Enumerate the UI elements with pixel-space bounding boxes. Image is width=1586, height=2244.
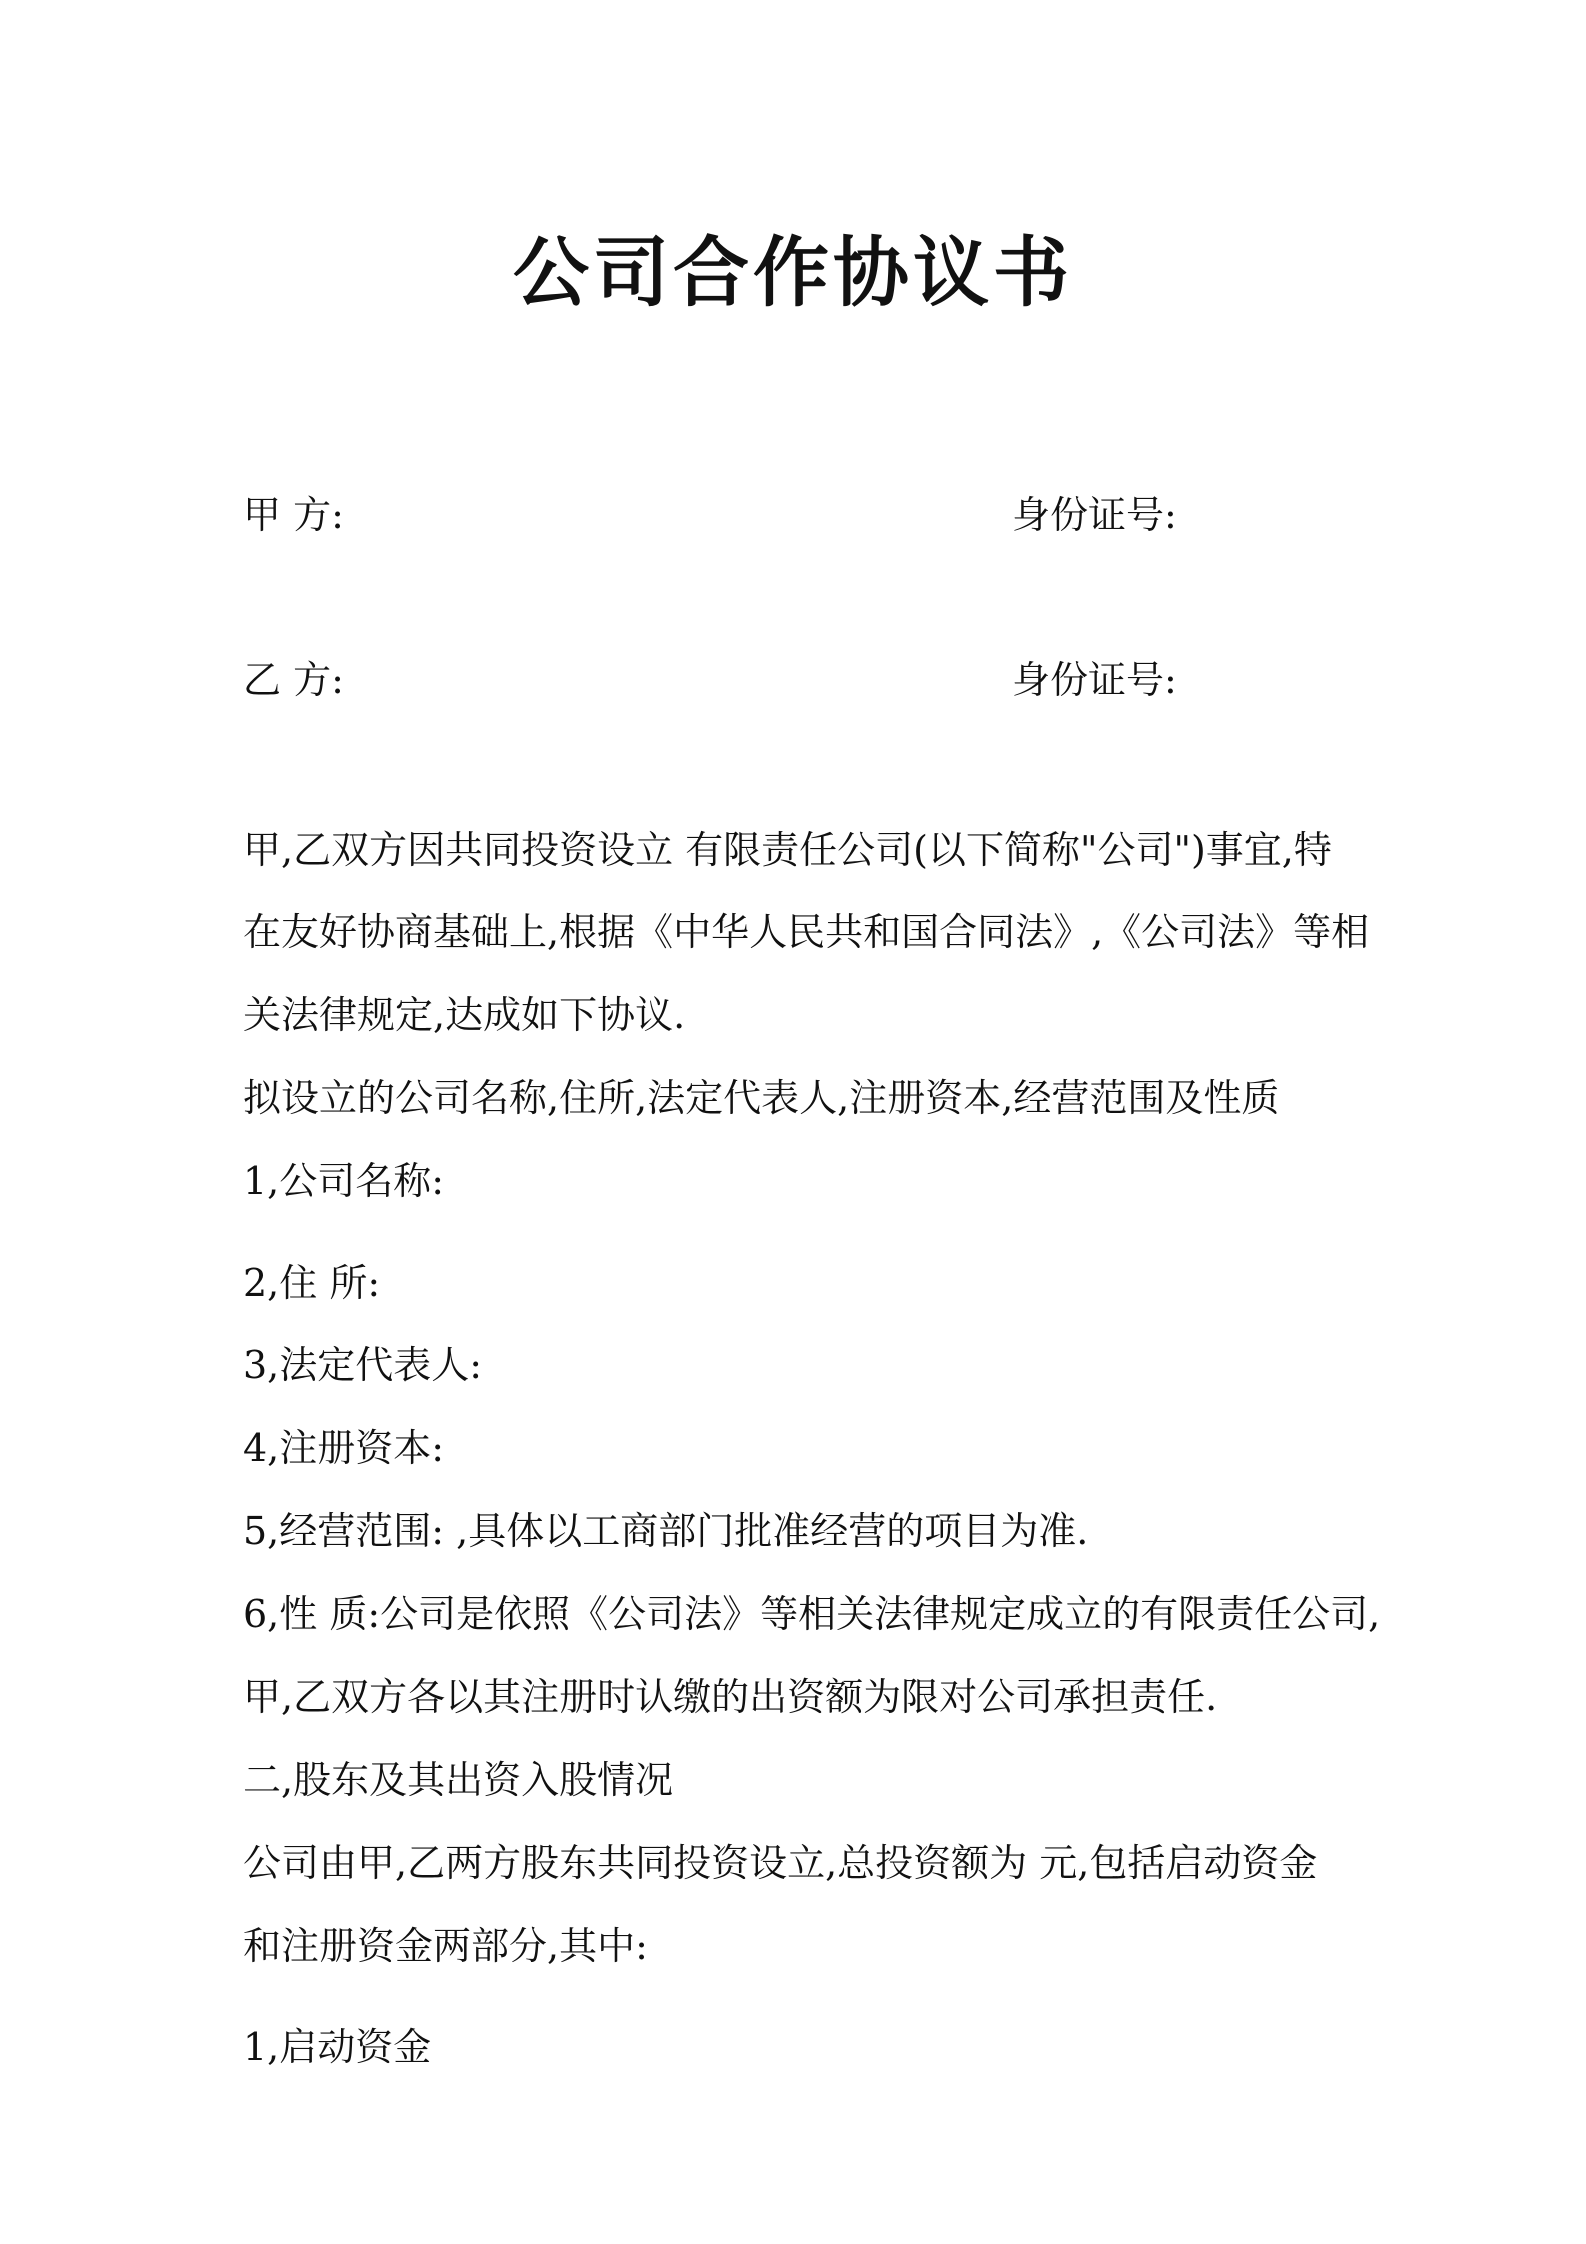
party-b-label: 乙 方: [243,658,344,702]
body-line-9: 5,经营范围: ,具体以工商部门批准经营的项目为准. [243,1509,1089,1553]
party-a-id-label: 身份证号: [1012,493,1177,537]
body-line-5: 1,公司名称: [243,1159,445,1203]
document-title: 公司合作协议书 [513,228,1073,317]
body-line-7: 3,法定代表人: [243,1343,483,1387]
body-line-8: 4,注册资本: [243,1426,445,1470]
body-line-2: 在友好协商基础上,根据《中华人民共和国合同法》,《公司法》等相 [243,910,1370,954]
body-line-11: 甲,乙双方各以其注册时认缴的出资额为限对公司承担责任. [243,1675,1218,1719]
body-line-15: 1,启动资金 [243,2025,432,2069]
body-line-4: 拟设立的公司名称,住所,法定代表人,注册资本,经营范围及性质 [243,1076,1280,1120]
body-line-6: 2,住 所: [243,1261,381,1305]
body-line-14: 和注册资金两部分,其中: [243,1924,648,1968]
party-b-id-label: 身份证号: [1012,658,1177,702]
body-line-10: 6,性 质:公司是依照《公司法》等相关法律规定成立的有限责任公司, [243,1592,1381,1636]
party-a-label: 甲 方: [243,493,344,537]
body-line-3: 关法律规定,达成如下协议. [243,993,686,1037]
body-line-12: 二,股东及其出资入股情况 [243,1758,674,1802]
body-line-13: 公司由甲,乙两方股东共同投资设立,总投资额为 元,包括启动资金 [243,1841,1318,1885]
body-line-1: 甲,乙双方因共同投资设立 有限责任公司(以下简称"公司")事宜,特 [243,828,1332,872]
